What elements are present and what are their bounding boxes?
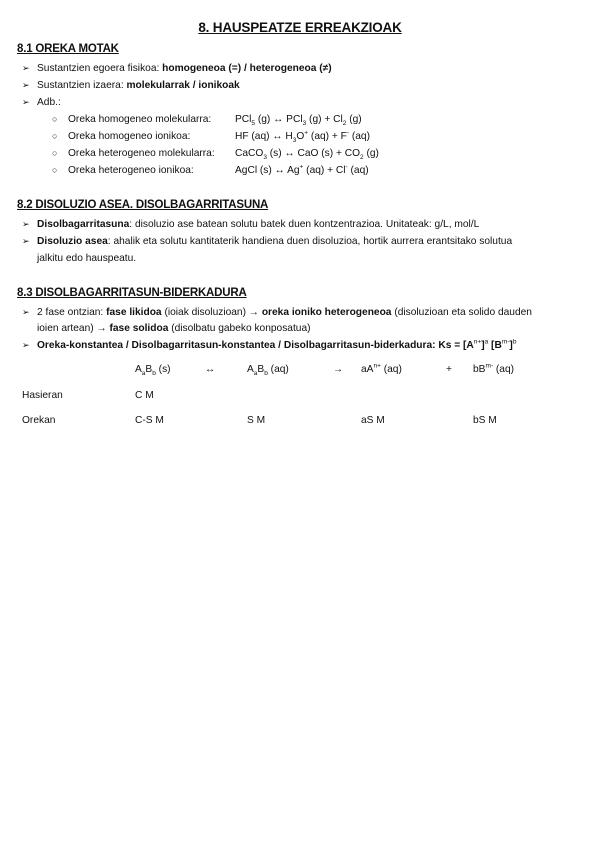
bullet-text: Sustantzien egoera fisikoa: homogeneoa (=) / heterogeneoa (≠): [37, 63, 332, 74]
section-heading-8-1: 8.1 OREKA MOTAK: [17, 43, 119, 55]
example-equation: AgCl (s) ↔ Ag+ (aq) + Cl- (aq): [235, 163, 369, 176]
circle-bullet-icon: ○: [52, 114, 58, 124]
example-label: Oreka heterogeneo molekularra:: [68, 148, 215, 159]
ks-definition: Oreka-konstantea / Disolbagarritasun-konstantea / Disolbagarritasun-biderkadura: $Ks = [A^{n+}]^a$ $[B^{m-}]^b$: [37, 338, 517, 351]
table-cell: C M: [135, 390, 154, 401]
bullet-text-continuation: jalkitu edo hauspeatu.: [37, 253, 137, 264]
circle-bullet-icon: ○: [52, 165, 58, 175]
bullet-text: Adb.:: [37, 97, 61, 108]
reaction-arrow-icon: →: [333, 364, 344, 375]
example-label: Oreka homogeneo ionikoa:: [68, 131, 191, 142]
table-cell: C-S M: [135, 415, 164, 426]
bullet-arrow-icon: ➢: [22, 219, 30, 229]
table-head-aqueous: $A_aB_b$ (aq): [247, 364, 289, 378]
example-label: Oreka homogeneo molekularra:: [68, 114, 212, 125]
example-equation: HF (aq) ↔ $H_3O^+$ (aq) + F- (aq): [235, 129, 370, 145]
table-head-solid: $A_aB_b$ (s): [135, 364, 171, 378]
table-cell: S M: [247, 415, 266, 426]
bullet-text-continuation: ioien artean) → fase solidoa (disolbatu gabeko konposatua): [37, 323, 311, 334]
bullet-text: Disolbagarritasuna: disoluzio ase batean solutu batek duen kontzentrazioa. Unitateak: g/L, mol/L: [37, 219, 480, 230]
table-head-cation: $aA^{n+}$ (aq): [361, 362, 402, 375]
example-equation: CaCO$_3$ (s) ↔ CaO $(s) + CO_2$ (g): [235, 148, 379, 162]
page-title: 8. HAUSPEATZE ERREAKZIOAK: [198, 20, 402, 35]
bullet-text: Disoluzio asea: ahalik eta solutu kantitaterik handiena duen disoluzioa, hortik aurrera erantsitako solutua: [37, 236, 513, 247]
table-head-anion: $bB^{m-}$ (aq): [473, 362, 515, 375]
bullet-text: 2 fase ontzian: fase likidoa (ioiak disoluzioan) → oreka ioniko heterogeneoa (disoluzioan eta solido dauden: [37, 307, 532, 318]
table-row-label: Orekan: [22, 415, 56, 426]
equilibrium-arrow-icon: ↔: [205, 364, 216, 375]
bullet-arrow-icon: ➢: [22, 80, 30, 90]
circle-bullet-icon: ○: [52, 131, 58, 141]
bullet-arrow-icon: ➢: [22, 97, 30, 107]
table-row-label: Hasieran: [22, 390, 63, 401]
section-heading-8-3: 8.3 DISOLBAGARRITASUN-BIDERKADURA: [17, 287, 247, 299]
bullet-text: Sustantzien izaera: molekularrak / ionikoak: [37, 80, 240, 91]
table-cell: aS M: [361, 415, 385, 426]
circle-bullet-icon: ○: [52, 148, 58, 158]
bullet-arrow-icon: ➢: [22, 340, 30, 350]
bullet-arrow-icon: ➢: [22, 307, 30, 317]
table-cell: bS M: [473, 415, 497, 426]
section-heading-8-2: 8.2 DISOLUZIO ASEA. DISOLBAGARRITASUNA: [17, 199, 269, 211]
bullet-arrow-icon: ➢: [22, 236, 30, 246]
example-equation: PCl$_5$ (g) ↔ PCl$_3$ $(g) + Cl_2$ (g): [235, 114, 362, 128]
plus-sign: +: [446, 364, 452, 375]
example-label: Oreka heterogeneo ionikoa:: [68, 165, 194, 176]
bullet-arrow-icon: ➢: [22, 63, 30, 73]
